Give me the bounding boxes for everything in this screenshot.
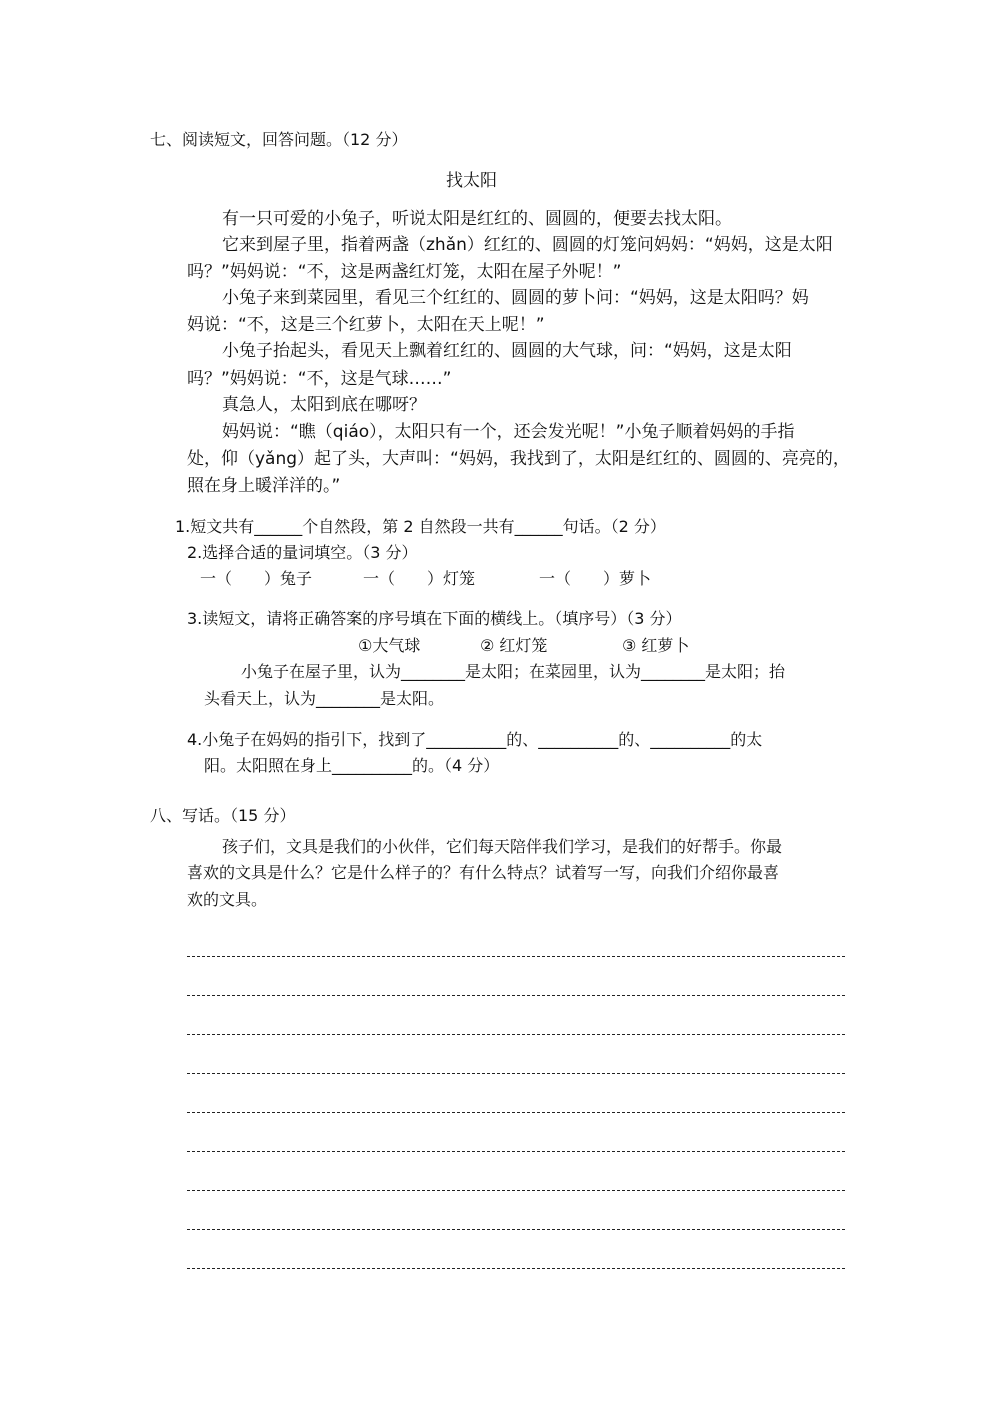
story-line: 妈说：“不，这是三个红萝卜，太阳在天上呢！” (187, 315, 545, 335)
question-3-text: 小兔子在屋子里，认为________是太阳；在菜园里，认为________是太阳；抬 (241, 662, 786, 681)
question-4-text: 4.小兔子在妈妈的指引下，找到了__________的、__________的、__________的太 (187, 730, 763, 749)
answer-option: ② 红灯笼 (480, 636, 548, 655)
story-line: 小兔子来到菜园里，看见三个红红的、圆圆的萝卜问：“妈妈，这是太阳吗？妈 (222, 288, 809, 308)
writing-prompt-line: 孩子们，文具是我们的小伙伴，它们每天陪伴我们学习，是我们的好帮手。你最 (222, 837, 783, 856)
story-line: 小兔子抬起头，看见天上飘着红红的、圆圆的大气球，问：“妈妈，这是太阳 (222, 341, 792, 361)
question-2-prompt: 2.选择合适的量词填空。（3 分） (187, 543, 418, 562)
answer-option: ③ 红萝卜 (622, 636, 690, 655)
story-line: 处，仰（yǎng）起了头，大声叫：“妈妈，我找到了，太阳是红红的、圆圆的、亮亮的， (187, 449, 850, 469)
measure-word-item: 一（ ）灯笼 (363, 569, 476, 588)
question-1: 1.短文共有______个自然段，第 2 自然段一共有______句话。（2 分） (175, 517, 666, 536)
story-line: 照在身上暖洋洋的。” (187, 476, 341, 496)
story-line: 有一只可爱的小兔子，听说太阳是红红的、圆圆的，便要去找太阳。 (222, 209, 732, 229)
writing-line[interactable] (187, 1034, 845, 1035)
question-3-prompt: 3.读短文，请将正确答案的序号填在下面的横线上。（填序号）（3 分） (187, 609, 682, 628)
writing-line[interactable] (187, 1190, 845, 1191)
story-line: 吗？”妈妈说：“不，这是两盏红灯笼，太阳在屋子外呢！” (187, 262, 622, 282)
writing-line[interactable] (187, 1151, 845, 1152)
writing-line[interactable] (187, 1073, 845, 1074)
story-title: 找太阳 (446, 171, 497, 191)
writing-prompt-line: 欢的文具。 (187, 890, 268, 909)
writing-line[interactable] (187, 1268, 845, 1269)
story-line: 妈妈说：“瞧（qiáo），太阳只有一个，还会发光呢！”小兔子顺着妈妈的手指 (222, 422, 795, 442)
answer-option: ①大气球 (358, 636, 421, 655)
story-line: 它来到屋子里，指着两盏（zhǎn）红红的、圆圆的灯笼问妈妈：“妈妈，这是太阳 (222, 235, 833, 255)
writing-line[interactable] (187, 956, 845, 957)
section-7-heading: 七、阅读短文，回答问题。（12 分） (150, 130, 408, 149)
writing-prompt-line: 喜欢的文具是什么？它是什么样子的？有什么特点？试着写一写，向我们介绍你最喜 (187, 863, 780, 882)
story-line: 吗？”妈妈说：“不，这是气球……” (187, 369, 452, 389)
question-4-text: 阳。太阳照在身上__________的。（4 分） (204, 756, 500, 775)
story-line: 真急人，太阳到底在哪呀？ (222, 395, 426, 415)
writing-line[interactable] (187, 1112, 845, 1113)
section-8-heading: 八、写话。（15 分） (150, 806, 296, 825)
measure-word-item: 一（ ）兔子 (200, 569, 313, 588)
writing-line[interactable] (187, 995, 845, 996)
writing-line[interactable] (187, 1229, 845, 1230)
measure-word-item: 一（ ）萝卜 (539, 569, 652, 588)
question-3-text: 头看天上，认为________是太阳。 (204, 689, 445, 708)
